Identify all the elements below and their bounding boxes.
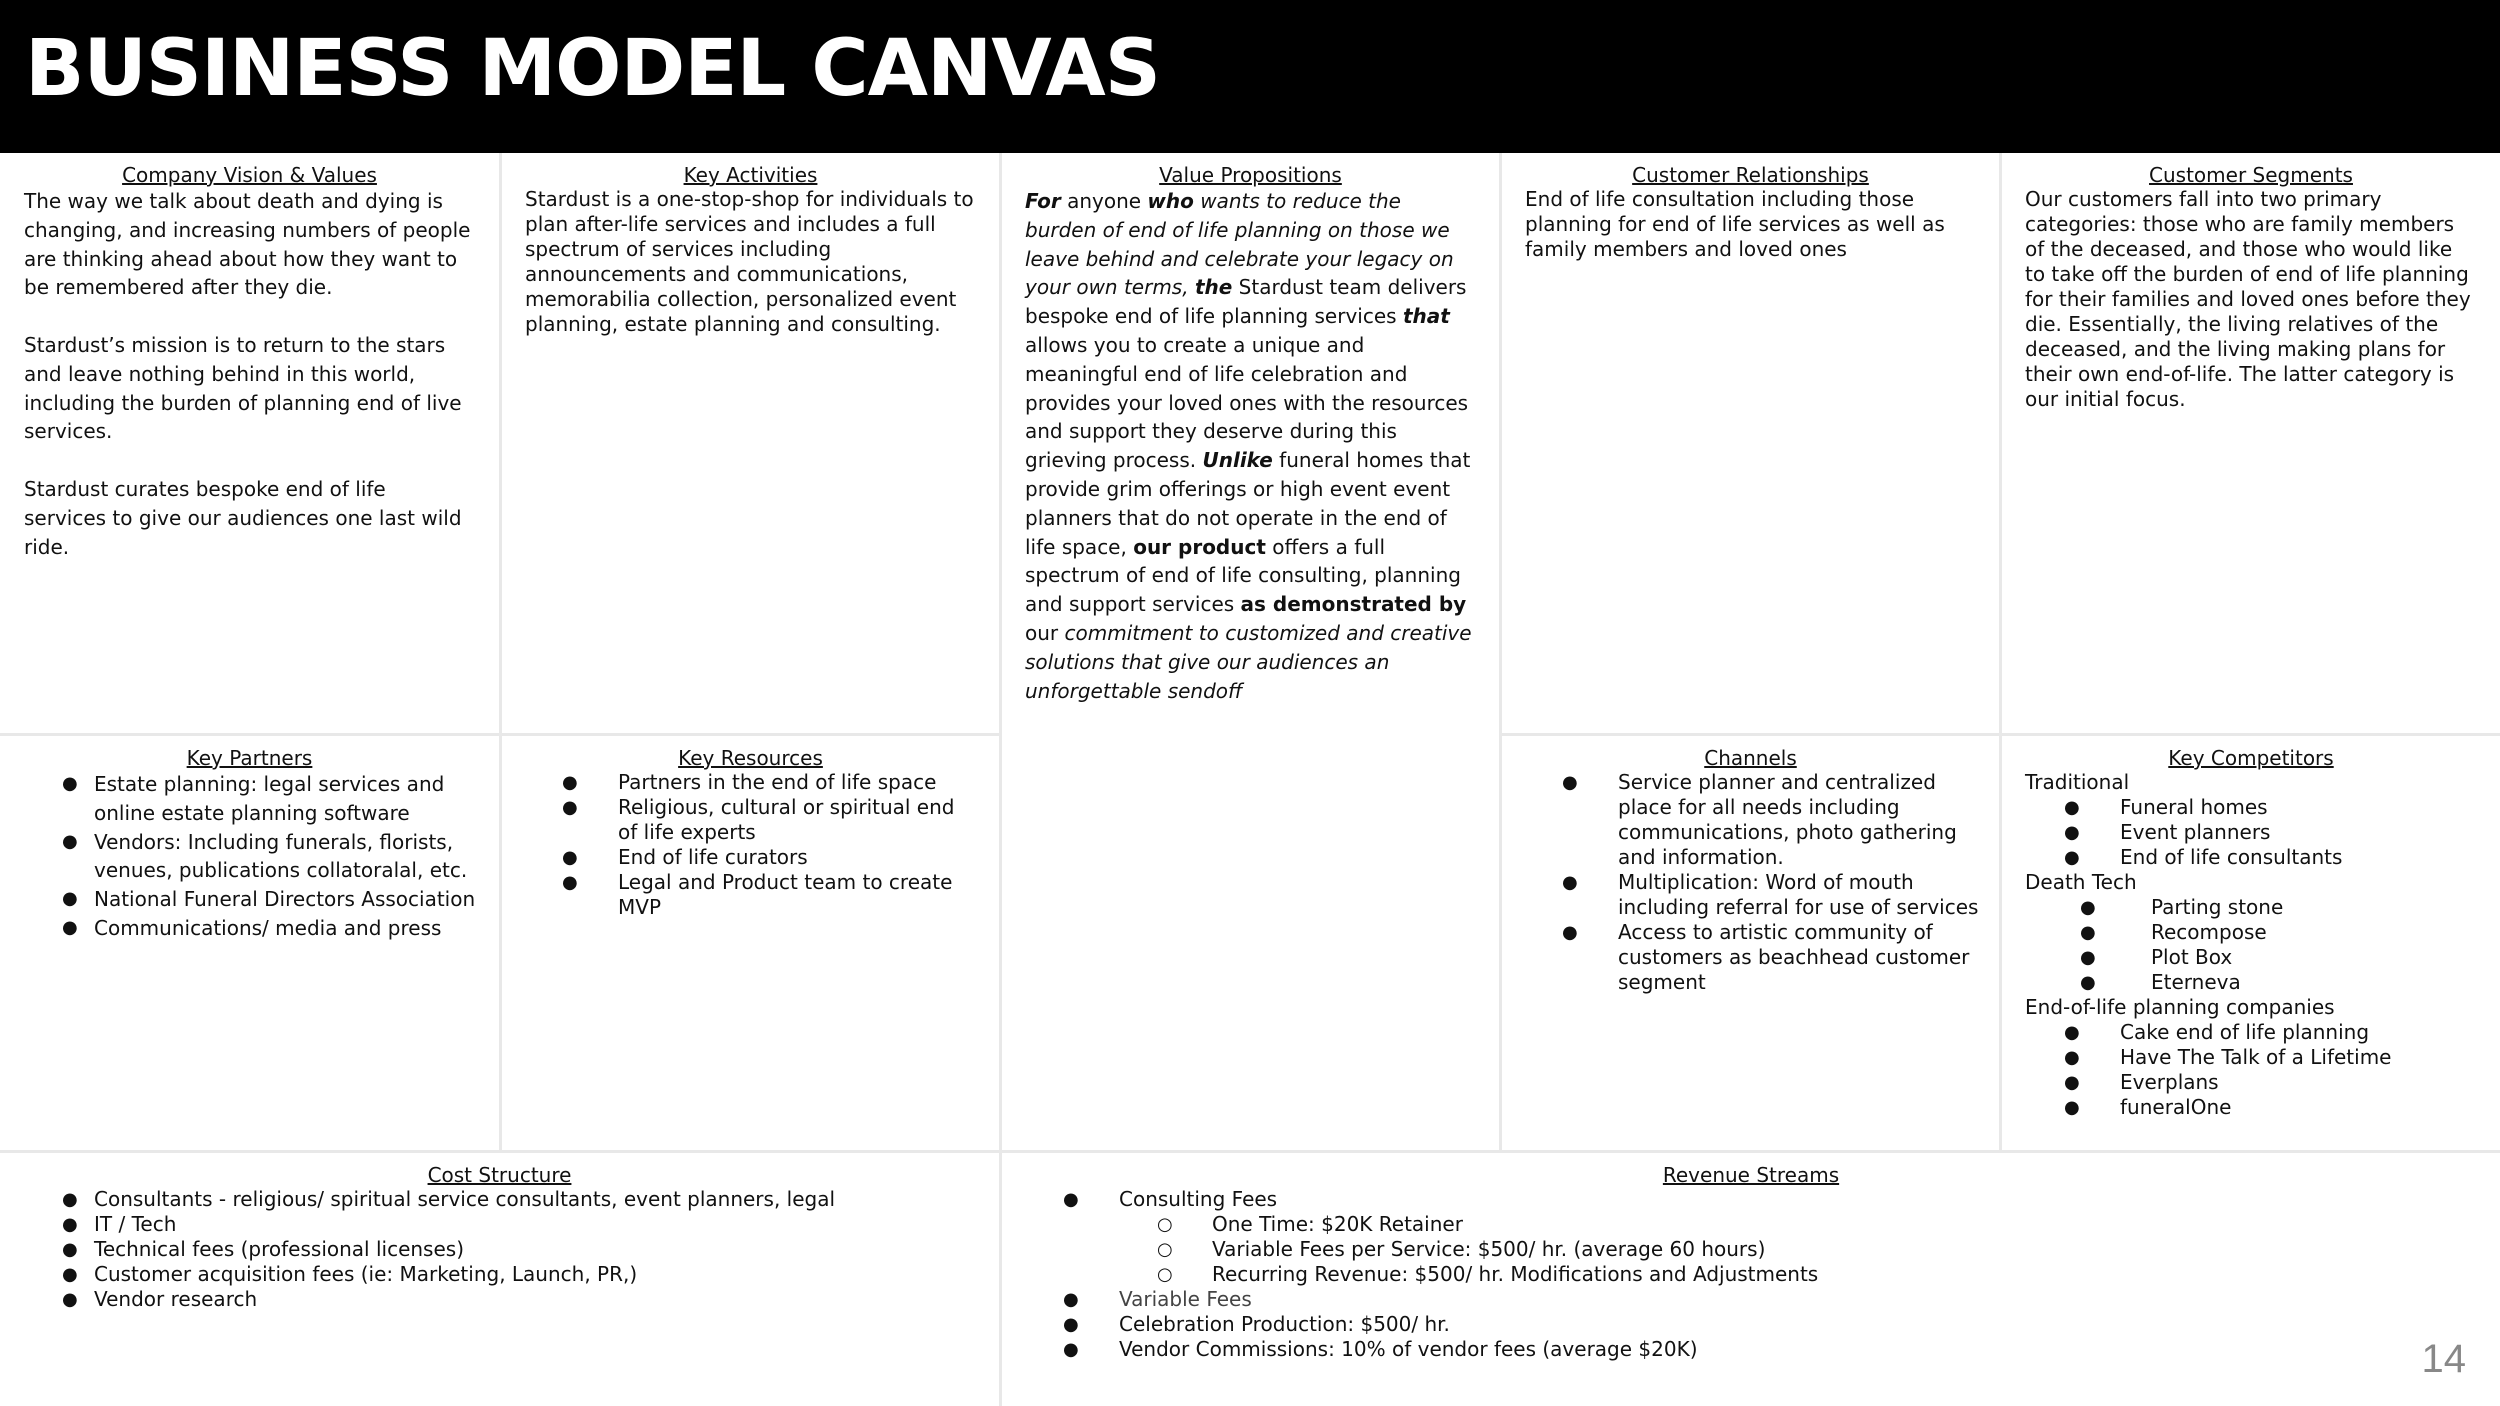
key-competitors-cell — [2002, 736, 2500, 1153]
list-item: ● Everplans — [2064, 1070, 2219, 1094]
list-item: ● Eterneva — [2080, 970, 2241, 994]
cost-structure-cell — [0, 1153, 1002, 1406]
revenue-streams-title: Revenue Streams — [1662, 1163, 1840, 1187]
list-item: ● Communications/ media and press — [62, 915, 442, 940]
list-item: ● Estate planning: legal services and online estate planning software — [62, 772, 445, 825]
vision-title: Company Vision & Values — [122, 163, 377, 187]
key-resources-title: Key Resources — [678, 746, 823, 770]
list-item: ● Cake end of life planning — [2064, 1020, 2370, 1044]
value-propositions-title: Value Propositions — [1159, 163, 1342, 187]
customer-relationships-text: End of life consultation including those planning for end of life services as well as family members and loved ones — [1525, 187, 1945, 261]
customer-segments-text: Our customers fall into two primary categories: those who are family members of the deceased, and those who would like to take off the burden of end of life planning for their families and loved ones before they die. Essentially, the living relatives of the deceased, and the living making plans for their own end-of-life. The latter category is our initial focus. — [2025, 187, 2471, 411]
list-item: ● Recompose — [2080, 920, 2267, 944]
list-item: ● Service planner and centralized place for all needs including communications, photo gathering and information. — [1562, 770, 1957, 869]
customer-relationships-title: Customer Relationships — [1632, 163, 1869, 187]
list-item: ● Celebration Production: $500/ hr. — [1063, 1312, 1450, 1336]
list-item: ● Technical fees (professional licenses) — [62, 1237, 464, 1261]
vision-cell — [0, 153, 502, 736]
vision-paragraph: Stardust’s mission is to return to the stars and leave nothing behind in this world, including the burden of planning end of live services. — [24, 332, 462, 444]
list-item: ● Legal and Product team to create MVP — [562, 870, 953, 919]
list-item: ● Consulting Fees — [1063, 1187, 1278, 1211]
key-partners-cell — [0, 736, 502, 1153]
competitor-group-label: End-of-life planning companies — [2025, 995, 2335, 1019]
key-competitors-title: Key Competitors — [2168, 746, 2334, 770]
page-title: BUSINESS MODEL CANVAS — [25, 24, 1160, 114]
cost-structure-title: Cost Structure — [427, 1163, 572, 1187]
customer-segments-title: Customer Segments — [2149, 163, 2353, 187]
channels-cell — [1502, 736, 2002, 1153]
list-item: ● IT / Tech — [62, 1212, 177, 1236]
list-item: ● National Funeral Directors Association — [62, 887, 476, 912]
list-item: ● Have The Talk of a Lifetime — [2064, 1045, 2392, 1069]
list-item: ○ Recurring Revenue: $500/ hr. Modifications and Adjustments — [1157, 1262, 1819, 1286]
list-item: ● funeralOne — [2064, 1095, 2232, 1119]
list-item: ○ Variable Fees per Service: $500/ hr. (average 60 hours) — [1157, 1237, 1766, 1261]
key-activities-cell — [502, 153, 1002, 736]
list-item: ● Vendor Commissions: 10% of vendor fees (average $20K) — [1063, 1337, 1698, 1361]
list-item: ● Funeral homes — [2064, 795, 2268, 819]
list-item: ● Plot Box — [2080, 945, 2233, 969]
key-partners-title: Key Partners — [186, 746, 313, 770]
competitor-group-label: Death Tech — [2025, 870, 2137, 894]
vision-paragraph: Stardust curates bespoke end of life services to give our audiences one last wild ride. — [24, 476, 462, 559]
list-item: ● Partners in the end of life space — [562, 770, 937, 794]
list-item: ● Vendors: Including funerals, florists, venues, publications collatoralal, etc. — [62, 829, 468, 883]
list-item: ● Parting stone — [2080, 895, 2284, 919]
customer-relationships-cell — [1502, 153, 2002, 736]
list-item: ● Event planners — [2064, 820, 2271, 844]
header-bar — [0, 0, 2500, 153]
key-activities-title: Key Activities — [683, 163, 818, 187]
key-resources-cell — [502, 736, 1002, 1153]
list-item: ○ One Time: $20K Retainer — [1157, 1212, 1463, 1236]
competitor-group-label: Traditional — [2025, 770, 2130, 794]
list-item: ● End of life curators — [562, 845, 808, 869]
key-activities-text: Stardust is a one-stop-shop for individuals to plan after-life services and includes a full spectrum of services including announcements and communications, memorabilia collection, personalized event planning, estate planning and consulting. — [525, 187, 974, 336]
list-item: ● Religious, cultural or spiritual end of life experts — [562, 795, 955, 844]
list-item: ● Variable Fees — [1063, 1287, 1252, 1311]
list-item: ● Vendor research — [62, 1287, 258, 1311]
vision-paragraph: The way we talk about death and dying is changing, and increasing numbers of people are thinking ahead about how they want to be remembered after they die. — [24, 189, 471, 300]
value-propositions-cell — [1002, 153, 1502, 1153]
revenue-streams-cell — [1002, 1153, 2500, 1406]
value-propositions-text: For anyone who wants to reduce the burden of end of life planning on those we leave behind and celebrate your legacy on your own terms, the Stardust team delivers bespoke end of life planning services that allows you to create a unique and meaningful end of life celebration and provides your loved ones with the resources and support they deserve during this grieving process. Unlike funeral homes that provide grim offerings or high event event planners that do not operate in the end of life space, our product offers a full spectrum of end of life consulting, planning and support services as demonstrated by our commitment to customized and creative solutions that give our audiences an unforgettable sendoff — [1025, 189, 1472, 703]
channels-title: Channels — [1704, 746, 1797, 770]
list-item: ● Customer acquisition fees (ie: Marketing, Launch, PR,) — [62, 1262, 638, 1286]
list-item: ● Multiplication: Word of mouth including referral for use of services — [1562, 870, 1979, 919]
page-number: 14 — [2421, 1337, 2466, 1381]
list-item: ● Consultants - religious/ spiritual service consultants, event planners, legal — [62, 1187, 836, 1211]
list-item: ● Access to artistic community of customers as beachhead customer segment — [1562, 920, 1970, 994]
list-item: ● End of life consultants — [2064, 845, 2343, 869]
customer-segments-cell — [2002, 153, 2500, 736]
